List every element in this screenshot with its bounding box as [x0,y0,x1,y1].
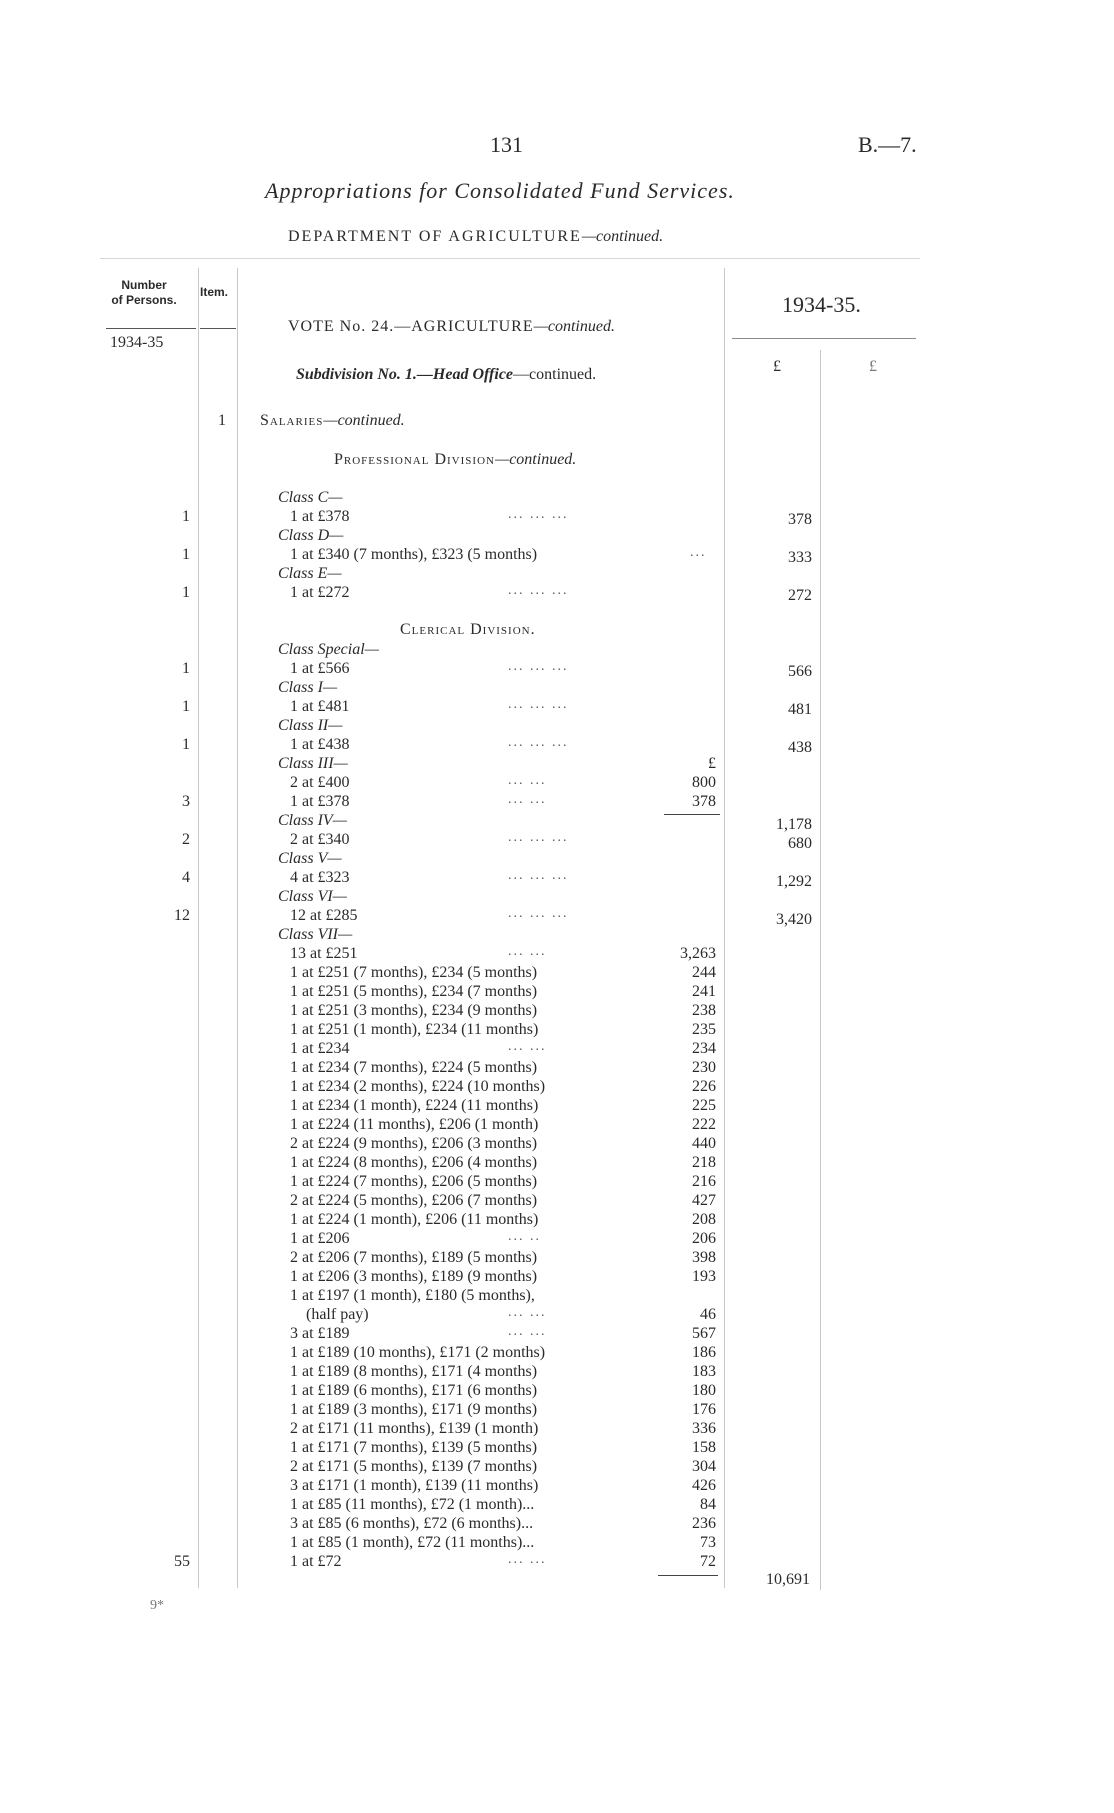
class-ii-label: Class II— [278,717,343,734]
class-c-persons: 1 [182,508,190,525]
class-vii-line-amount: 46 [700,1306,716,1323]
class-vii-line-amount: 235 [692,1021,716,1038]
class-ii-total: 438 [788,739,812,756]
clerical-division-heading: Clerical Division. [400,621,536,638]
class-vii-line-amount: 336 [692,1420,716,1437]
class-vi-label: Class VI— [278,888,347,905]
department-name: DEPARTMENT OF AGRICULTURE [288,228,582,245]
class-e-label: Class E— [278,565,342,582]
class-vii-line-amount: 208 [692,1211,716,1228]
class-vii-line-amount: 3,263 [680,945,716,962]
class-i-total: 481 [788,701,812,718]
subtotal-column-rule [724,268,725,1588]
class-vii-line-text: 1 at £251 (5 months), £234 (7 months) [290,983,538,1000]
item-column-header: Item. [200,285,229,299]
class-vii-line-amount: 225 [692,1097,716,1114]
class-i-label: Class I— [278,679,338,696]
class-iv-total: 680 [788,835,812,852]
class-vii-line-text: 1 at £189 (3 months), £171 (9 months) [290,1401,538,1418]
class-vii-line-text: 1 at £251 (1 month), £234 (11 months) [290,1021,539,1038]
class-vii-line-leader: ... ... [508,1305,547,1320]
class-vii-total: 10,691 [766,1571,810,1588]
class-d-persons: 1 [182,546,190,563]
class-vii-line-amount: 230 [692,1059,716,1076]
professional-division-continued: —continued. [494,451,577,468]
class-vii-line-amount: 226 [692,1078,716,1095]
class-vii-line-amount: 304 [692,1458,716,1475]
class-vii-line-text: 2 at £224 (9 months), £206 (3 months) [290,1135,538,1152]
class-iii-line2-amount: 378 [692,793,716,810]
class-vii-line-leader: ... ... [508,1552,547,1567]
class-c-detail: 1 at £378 [290,508,350,525]
amount-year: 1934-35. [782,292,861,317]
class-ii-leader: ... ... ... [508,735,569,750]
class-c-total: 378 [788,511,812,528]
class-i-persons: 1 [182,698,190,715]
class-vii-line-amount: 72 [700,1553,716,1570]
class-c-label: Class C— [278,489,343,506]
class-iii-line1-amount: 800 [692,774,716,791]
class-vii-line-leader: ... ... [508,1324,547,1339]
vote-heading [288,318,615,336]
class-vii-line-text: 1 at £251 (3 months), £234 (9 months) [290,1002,538,1019]
class-iv-detail: 2 at £340 [290,831,350,848]
class-vii-line-text: (half pay) [290,1306,369,1323]
class-special-detail: 1 at £566 [290,660,350,677]
class-e-total: 272 [788,587,812,604]
footer-signature-mark: 9* [150,1598,164,1613]
class-vii-line-text: 13 at £251 [290,945,358,962]
class-vii-line-amount: 567 [692,1325,716,1342]
class-ii-persons: 1 [182,736,190,753]
persons-header-rule [106,328,196,329]
persons-year: 1934-35 [110,334,164,351]
class-vi-leader: ... ... ... [508,906,569,921]
class-i-leader: ... ... ... [508,697,569,712]
class-iv-leader: ... ... ... [508,830,569,845]
pound-sign-column2: £ [869,358,877,375]
class-vii-line-text: 3 at £85 (6 months), £72 (6 months)... [290,1515,534,1532]
class-vii-line-amount: 84 [700,1496,716,1513]
class-vii-line-text: 1 at £234 [290,1040,350,1057]
class-vi-detail: 12 at £285 [290,907,358,924]
class-vii-line-amount: 176 [692,1401,716,1418]
class-i-detail: 1 at £481 [290,698,350,715]
salaries-continued: —continued. [323,412,405,429]
class-vii-line-amount: 186 [692,1344,716,1361]
class-vii-line-text: 2 at £171 (11 months), £139 (1 month) [290,1420,539,1437]
class-vi-persons: 12 [174,907,190,924]
class-special-total: 566 [788,663,812,680]
class-vii-line-amount: 244 [692,964,716,981]
class-iii-pound-sign: £ [708,755,716,772]
class-vii-line-text: 1 at £224 (1 month), £206 (11 months) [290,1211,539,1228]
class-vii-line-text: 1 at £72 [290,1553,342,1570]
item-column-rule [237,268,238,1588]
page-number: 131 [490,132,523,157]
persons-column-rule [198,268,199,1588]
page-title: Appropriations for Consolidated Fund Services. [265,178,735,203]
class-special-leader: ... ... ... [508,659,569,674]
class-v-total: 1,292 [776,873,812,890]
subdivision-continued: —continued. [513,366,597,383]
class-vii-line-amount: 398 [692,1249,716,1266]
salaries-label: Salaries [260,412,324,429]
class-special-persons: 1 [182,660,190,677]
department-continued: —continued. [581,228,664,245]
class-vii-line-amount: 440 [692,1135,716,1152]
class-vii-label: Class VII— [278,926,353,943]
item-header-rule [200,328,236,329]
class-vii-line-text: 2 at £171 (5 months), £139 (7 months) [290,1458,538,1475]
professional-division-heading [334,451,576,469]
class-vii-line-text: 1 at £224 (11 months), £206 (1 month) [290,1116,539,1133]
class-vii-line-amount: 180 [692,1382,716,1399]
class-d-detail: 1 at £340 (7 months), £323 (5 months) [290,546,538,563]
class-vii-line-leader: ... ... [508,944,547,959]
class-vii-line-amount: 427 [692,1192,716,1209]
class-v-persons: 4 [182,869,190,886]
class-vii-line-text: 2 at £206 (7 months), £189 (5 months) [290,1249,538,1266]
item-number: 1 [218,412,226,429]
class-vii-subtotal-rule [658,1575,718,1576]
class-iii-subtotal-rule [664,814,720,815]
class-vii-line-text: 1 at £171 (7 months), £139 (5 months) [290,1439,538,1456]
persons-header-line1: Number [121,278,167,292]
class-vii-line-text: 1 at £234 (7 months), £224 (5 months) [290,1059,538,1076]
class-vii-line-amount: 206 [692,1230,716,1247]
header-top-rule [100,258,920,259]
total-column-rule [820,350,821,1590]
class-vii-line-amount: 236 [692,1515,716,1532]
vote-continued: —continued. [533,318,615,335]
class-iv-label: Class IV— [278,812,347,829]
subdivision-title: Subdivision No. 1.—Head Office [296,366,514,383]
class-vii-line-leader: ... ... [508,1039,547,1054]
persons-header-line2: of Persons. [111,293,177,307]
class-vii-line-text: 1 at £224 (7 months), £206 (5 months) [290,1173,538,1190]
class-vii-line-amount: 183 [692,1363,716,1380]
class-vii-line-amount: 222 [692,1116,716,1133]
class-vii-line-amount: 73 [700,1534,716,1551]
class-vii-line-amount: 426 [692,1477,716,1494]
persons-column-header [100,278,188,308]
class-vii-line-text: 1 at £206 (3 months), £189 (9 months) [290,1268,538,1285]
pound-sign-column1: £ [773,358,781,375]
class-vii-line-amount: 158 [692,1439,716,1456]
class-e-detail: 1 at £272 [290,584,350,601]
class-vii-line-amount: 216 [692,1173,716,1190]
class-vii-line-leader: ... .. [508,1229,541,1244]
class-d-leader: ... [690,545,707,560]
amount-header-rule [732,338,916,339]
class-iii-line2: 1 at £378 [290,793,350,810]
class-v-detail: 4 at £323 [290,869,350,886]
class-iii-persons: 3 [182,793,190,810]
class-vii-line-amount: 193 [692,1268,716,1285]
class-iii-line1: 2 at £400 [290,774,350,791]
class-v-leader: ... ... ... [508,868,569,883]
class-d-total: 333 [788,549,812,566]
class-iii-line1-leader: ... ... [508,773,547,788]
class-d-label: Class D— [278,527,344,544]
class-c-leader: ... ... ... [508,507,569,522]
class-vii-line-text: 1 at £234 (1 month), £224 (11 months) [290,1097,539,1114]
class-e-persons: 1 [182,584,190,601]
class-vii-line-amount: 241 [692,983,716,1000]
class-vii-line-amount: 218 [692,1154,716,1171]
class-vii-line-text: 1 at £224 (8 months), £206 (4 months) [290,1154,538,1171]
class-v-label: Class V— [278,850,342,867]
class-vi-total: 3,420 [776,911,812,928]
class-vii-line-text: 1 at £189 (10 months), £171 (2 months) [290,1344,546,1361]
class-vii-line-text: 1 at £189 (8 months), £171 (4 months) [290,1363,538,1380]
class-vii-line-text: 1 at £251 (7 months), £234 (5 months) [290,964,538,981]
class-vii-line-text: 1 at £85 (11 months), £72 (1 month)... [290,1496,535,1513]
class-vii-line-text: 3 at £189 [290,1325,350,1342]
vote-title: VOTE No. 24.—AGRICULTURE [288,318,534,335]
class-vii-line-text: 3 at £171 (1 month), £139 (11 months) [290,1477,539,1494]
salaries-heading [260,412,405,430]
class-vii-line-text: 1 at £197 (1 month), £180 (5 months), [290,1287,535,1304]
document-reference: B.—7. [858,132,917,157]
department-heading [288,228,663,246]
class-iii-total: 1,178 [776,816,812,833]
class-vii-line-text: 1 at £85 (1 month), £72 (11 months)... [290,1534,535,1551]
class-e-leader: ... ... ... [508,583,569,598]
class-vii-line-text: 1 at £234 (2 months), £224 (10 months) [290,1078,546,1095]
class-special-label: Class Special— [278,641,379,658]
class-vii-line-amount: 234 [692,1040,716,1057]
professional-division-label: Professional Division [334,451,495,468]
class-vii-line-text: 1 at £206 [290,1230,350,1247]
class-iii-label: Class III— [278,755,348,772]
class-iii-line2-leader: ... ... [508,792,547,807]
subdivision-heading [296,366,596,384]
class-ii-detail: 1 at £438 [290,736,350,753]
class-vii-line-text: 1 at £189 (6 months), £171 (6 months) [290,1382,538,1399]
class-vii-persons: 55 [174,1553,190,1570]
class-vii-line-text: 2 at £224 (5 months), £206 (7 months) [290,1192,538,1209]
class-vii-line-amount: 238 [692,1002,716,1019]
class-iv-persons: 2 [182,831,190,848]
